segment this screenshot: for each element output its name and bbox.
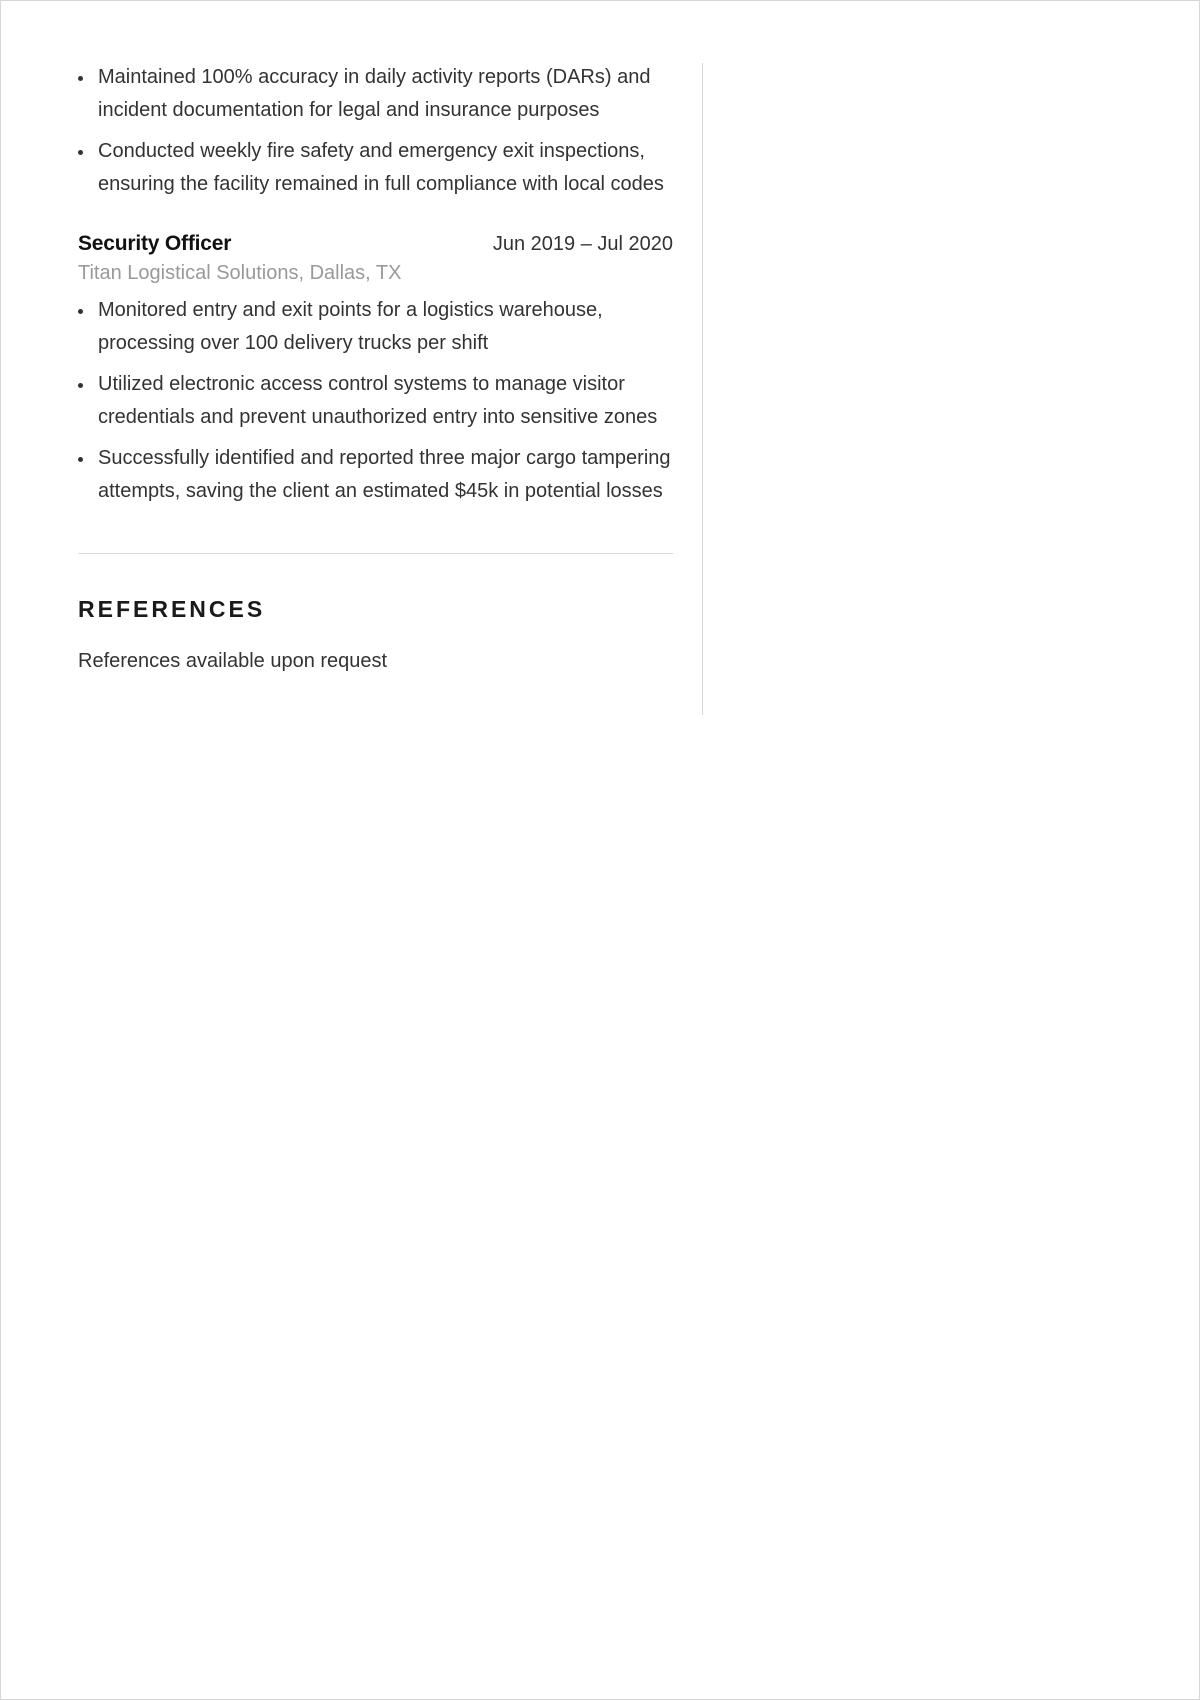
- list-item: [78, 61, 673, 127]
- job-header: [78, 229, 673, 259]
- bullet-text: Successfully identified and reported three major cargo tampering attempts, saving the client an estimated $45k in potential losses: [98, 447, 671, 502]
- bullet-icon: [78, 76, 83, 81]
- section-divider: [78, 553, 673, 554]
- bullet-icon: [78, 383, 83, 388]
- bullet-text: Conducted weekly fire safety and emergency exit inspections, ensuring the facility remained in full compliance with local codes: [98, 140, 664, 195]
- list-item: [78, 442, 673, 508]
- bullet-icon: [78, 150, 83, 155]
- previous-job-bullets: [78, 61, 673, 201]
- bullet-icon: [78, 309, 83, 314]
- job-title: Security Officer: [78, 232, 232, 255]
- column-divider: [702, 63, 703, 715]
- job-dates: Jun 2019 – Jul 2020: [492, 233, 673, 255]
- bullet-text: Utilized electronic access control systems to manage visitor credentials and prevent unauthorized entry into sensitive zones: [98, 373, 658, 428]
- bullet-icon: [78, 457, 83, 462]
- list-item: [78, 368, 673, 434]
- references-text: References available upon request: [78, 650, 388, 672]
- list-item: [78, 294, 673, 360]
- main-column: [78, 61, 673, 676]
- references-heading: REFERENCES: [78, 596, 266, 622]
- list-item: [78, 135, 673, 201]
- job-company: Titan Logistical Solutions, Dallas, TX: [78, 262, 402, 284]
- bullet-text: Maintained 100% accuracy in daily activity reports (DARs) and incident documentation for legal and insurance purposes: [98, 66, 651, 121]
- bullet-text: Monitored entry and exit points for a logistics warehouse, processing over 100 delivery trucks per shift: [98, 299, 603, 354]
- job-bullets: [78, 294, 673, 508]
